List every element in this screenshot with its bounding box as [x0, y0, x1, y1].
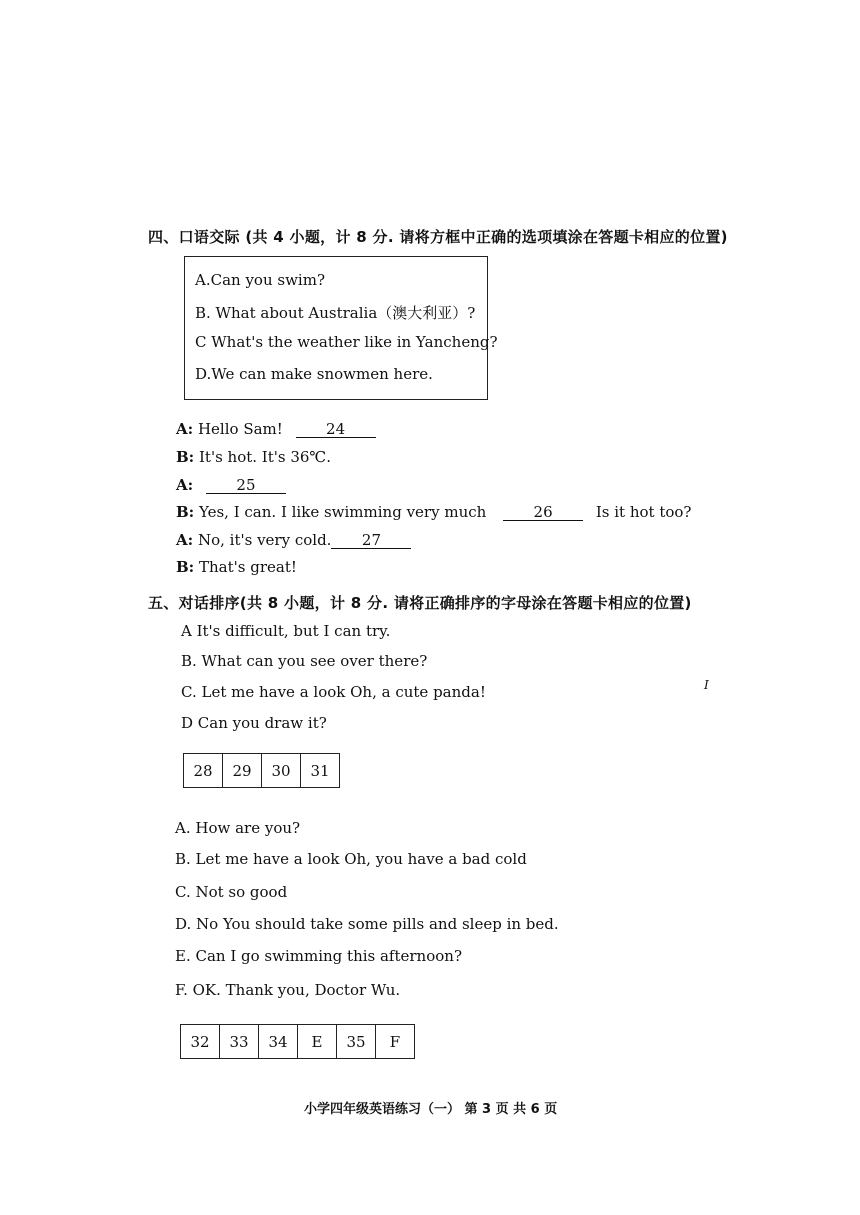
dialogue-line-2: [176, 448, 331, 466]
grid-cell: 31: [310, 761, 330, 780]
dialogue-line-3: [176, 476, 286, 494]
grid-cell: 28: [184, 754, 223, 787]
speaker: B:: [176, 448, 195, 466]
speaker: A:: [176, 476, 194, 494]
group2-sentence-a: A. How are you?: [175, 819, 301, 837]
dialogue-text: Yes, I can. I like swimming very much: [199, 503, 487, 521]
answer-blank-24: 24: [296, 421, 376, 438]
answer-blank-27: 27: [331, 532, 411, 549]
dialogue-line-4: [176, 503, 691, 521]
speaker: B:: [176, 558, 195, 576]
group1-sentence-c: C. Let me have a look Oh, a cute panda!: [181, 683, 486, 701]
dialogue-text: Hello Sam!: [197, 420, 283, 438]
grid-cell: 29: [223, 754, 262, 787]
grid-cell: 33: [220, 1025, 259, 1058]
option-d: D.We can make snowmen here.: [195, 365, 433, 383]
group2-sentence-d: D. No You should take some pills and sleep in bed.: [175, 915, 559, 933]
dialogue-text: It's hot. It's 36℃.: [199, 448, 331, 466]
group1-sentence-b: B. What can you see over there?: [181, 652, 428, 670]
dialogue-line-5: [176, 531, 411, 549]
group2-sentence-b: B. Let me have a look Oh, you have a bad cold: [175, 850, 527, 868]
order-grid-1: [183, 753, 340, 788]
option-c: C What's the weather like in Yancheng?: [195, 333, 498, 351]
answer-blank-26: 26: [503, 504, 583, 521]
group2-sentence-c: C. Not so good: [175, 883, 288, 901]
grid-cell: F: [389, 1032, 401, 1051]
answer-blank-25: 25: [206, 477, 286, 494]
group2-sentence-e: E. Can I go swimming this afternoon?: [175, 947, 462, 965]
speaker: B:: [176, 503, 195, 521]
grid-cell: 35: [337, 1025, 376, 1058]
stray-mark: I: [704, 678, 709, 692]
grid-cell: 30: [262, 754, 301, 787]
speaker: A:: [176, 420, 194, 438]
option-a: A.Can you swim?: [195, 271, 325, 289]
dialogue-line-6: [176, 558, 297, 576]
option-b: B. What about Australia（澳大利亚）?: [195, 304, 476, 322]
section-4-heading: 四、口语交际 (共 4 小题，计 8 分. 请将方框中正确的选项填涂在答题卡相应的位置): [148, 228, 728, 246]
page-footer: 小学四年级英语练习（一） 第 3 页 共 6 页: [304, 1102, 558, 1117]
grid-cell: 32: [181, 1025, 220, 1058]
dialogue-text: That's great!: [199, 558, 297, 576]
speaker: A:: [176, 531, 194, 549]
group1-sentence-a: A It's difficult, but I can try.: [181, 622, 391, 640]
dialogue-text: No, it's very cold.: [197, 531, 332, 549]
group1-sentence-d: D Can you draw it?: [181, 714, 327, 732]
options-box: [184, 256, 498, 400]
group2-sentence-f: F. OK. Thank you, Doctor Wu.: [175, 981, 401, 999]
dialogue-text-after: Is it hot too?: [595, 503, 692, 521]
order-grid-2: [180, 1024, 415, 1059]
grid-cell: 34: [259, 1025, 298, 1058]
section-5-heading: 五、对话排序(共 8 小题，计 8 分. 请将正确排序的字母涂在答题卡相应的位置): [148, 594, 692, 612]
dialogue-line-1: [176, 420, 376, 438]
grid-cell: E: [298, 1025, 337, 1058]
